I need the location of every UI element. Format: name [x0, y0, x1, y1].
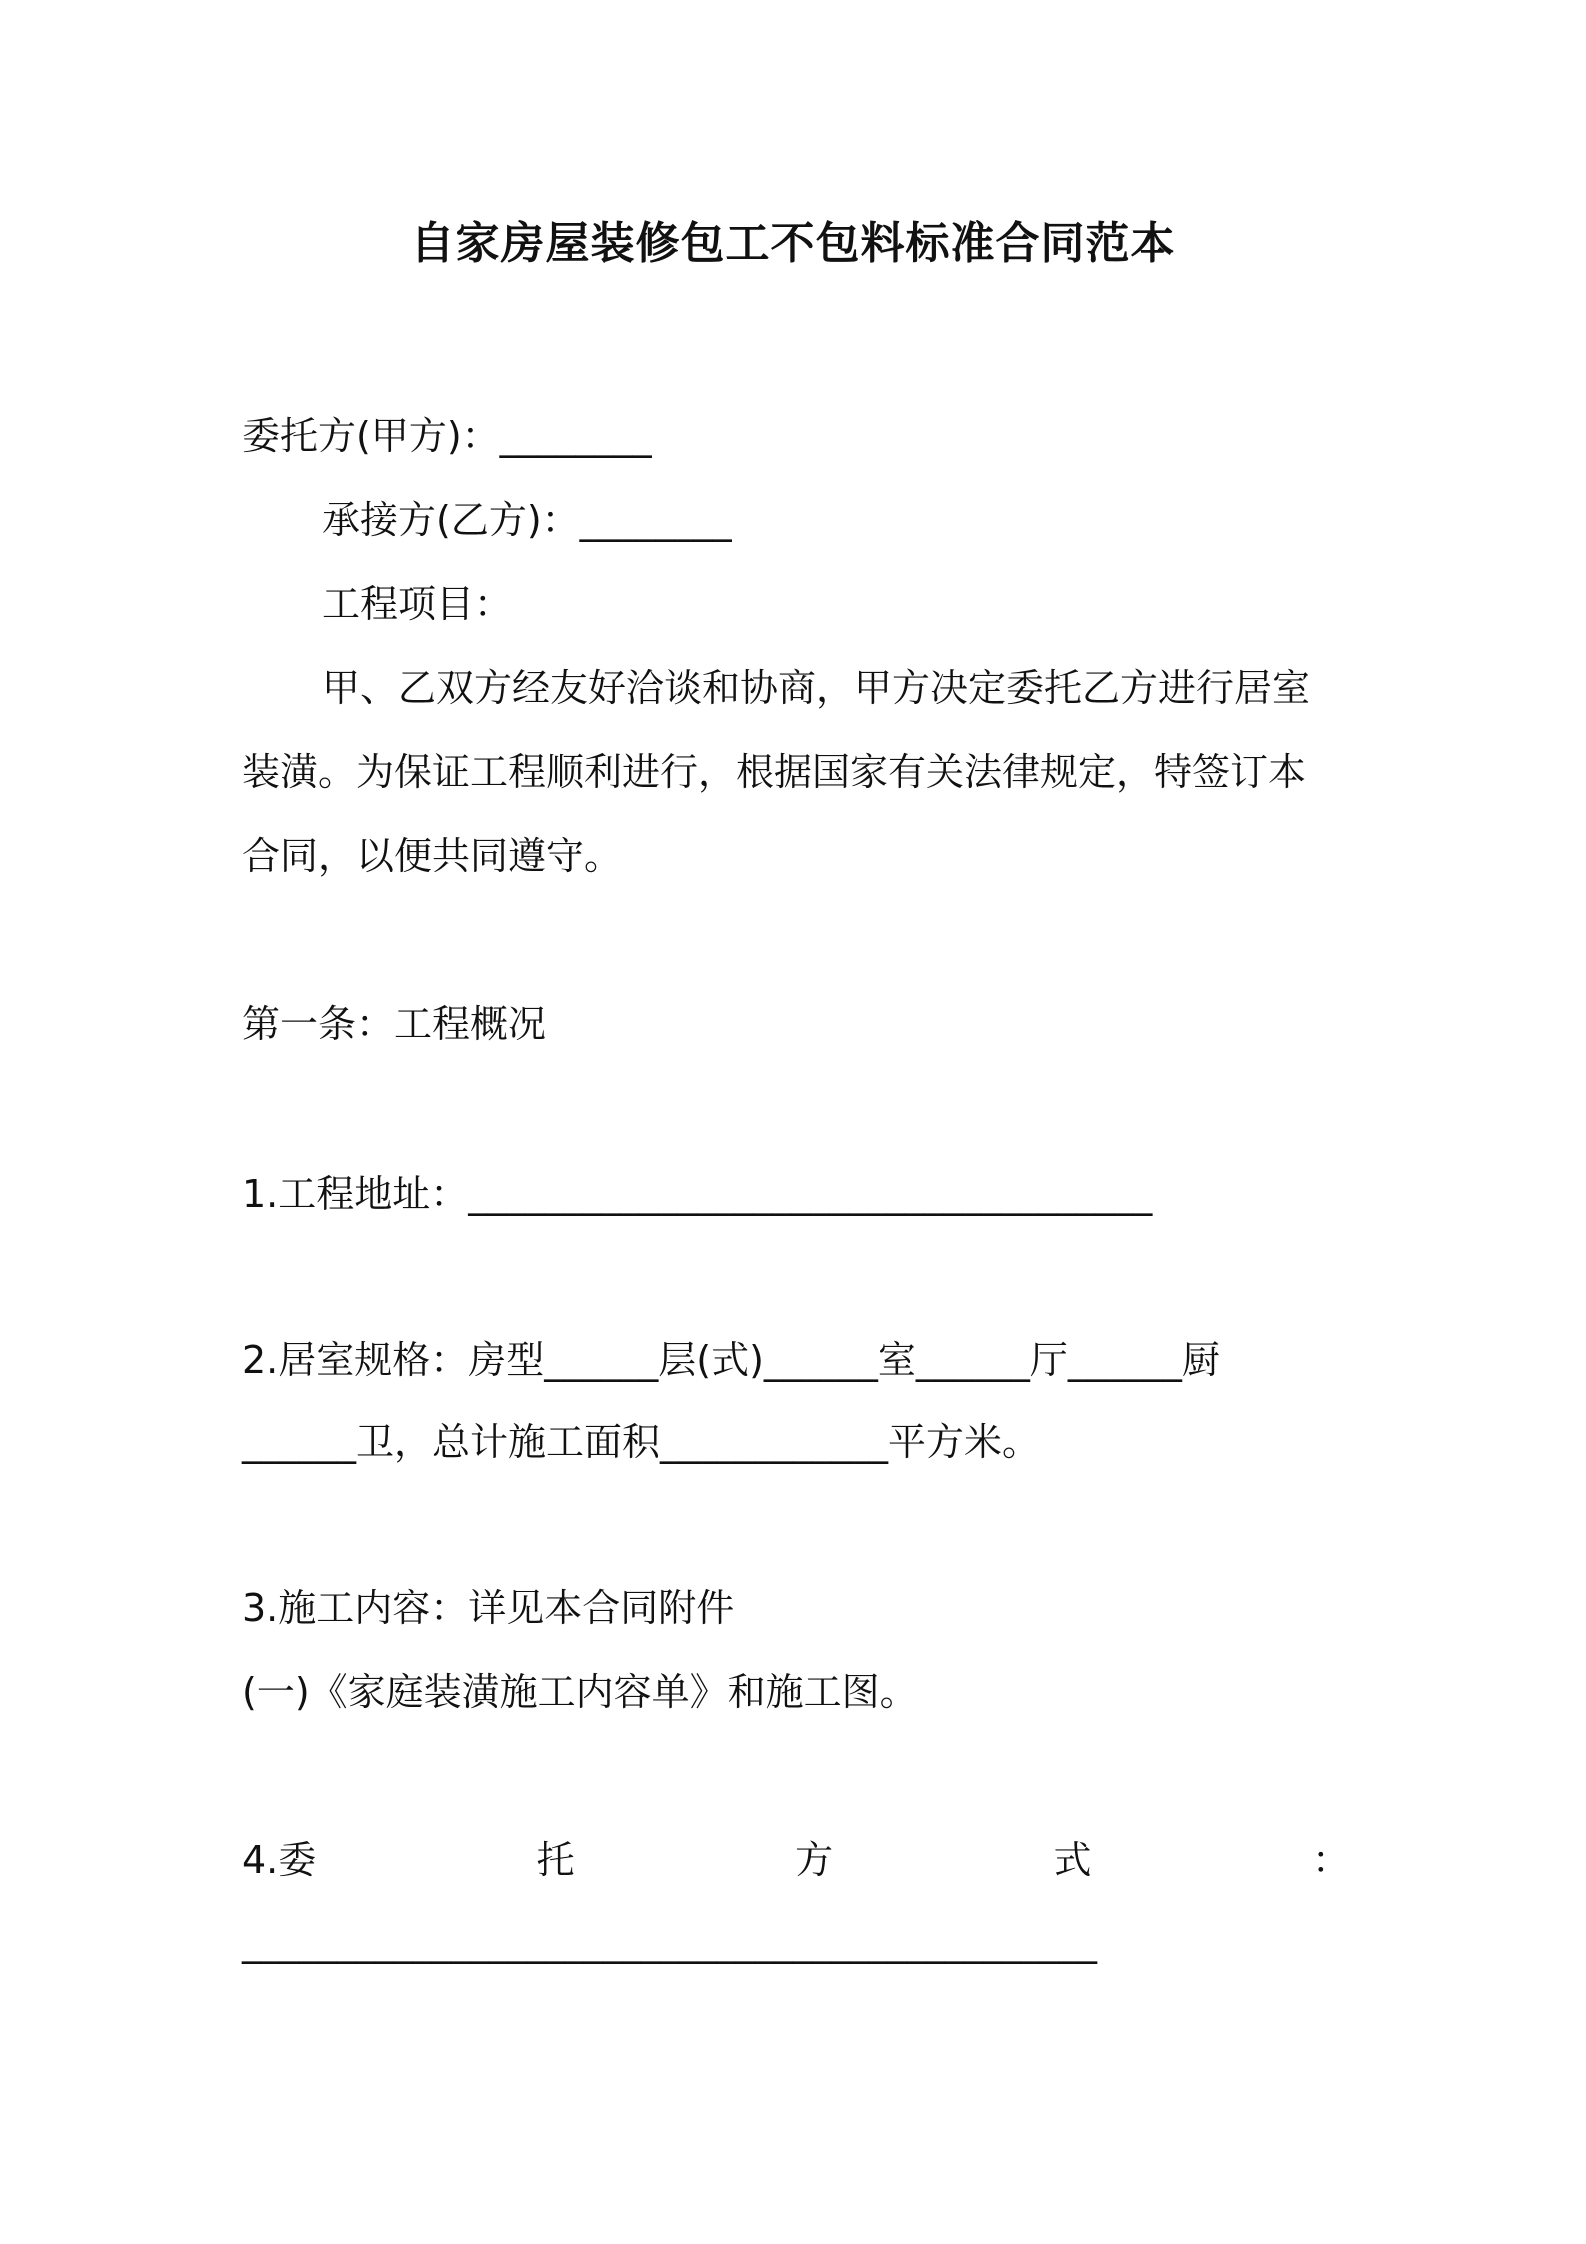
- commission-method-line: [242, 1832, 1350, 1888]
- project-line: 工程项目：: [322, 582, 513, 626]
- commission-method-part: 托: [536, 1838, 575, 1882]
- commission-method-part: 4.委: [242, 1838, 317, 1882]
- commission-method-blank: _____________________________________________: [242, 1920, 1097, 1964]
- room-spec-line: ______卫，总计施工面积____________平方米。: [242, 1420, 1041, 1464]
- commission-method-part: 方: [795, 1838, 834, 1882]
- party-b-line: 承接方(乙方)：________: [322, 498, 732, 542]
- commission-method-part: ：: [1311, 1838, 1350, 1882]
- construction-content-line: 3.施工内容：详见本合同附件: [242, 1586, 735, 1630]
- party-a-line: 委托方(甲方)：________: [242, 414, 652, 458]
- construction-content-sub-line: (一)《家庭装潢施工内容单》和施工图。: [242, 1670, 918, 1714]
- address-line: 1.工程地址：____________________________________: [242, 1172, 1153, 1216]
- preamble-line: 装潢。为保证工程顺利进行，根据国家有关法律规定，特签订本: [242, 750, 1307, 794]
- commission-method-part: 式: [1053, 1838, 1092, 1882]
- page-title: 自家房屋装修包工不包料标准合同范本: [410, 218, 1176, 269]
- room-spec-line: 2.居室规格：房型______层(式)______室______厅______厨: [242, 1338, 1220, 1382]
- preamble-line: 甲、乙双方经友好洽谈和协商，甲方决定委托乙方进行居室: [322, 666, 1311, 710]
- preamble-line: 合同，以便共同遵守。: [242, 834, 623, 878]
- article-1-heading: 第一条：工程概况: [242, 1002, 547, 1046]
